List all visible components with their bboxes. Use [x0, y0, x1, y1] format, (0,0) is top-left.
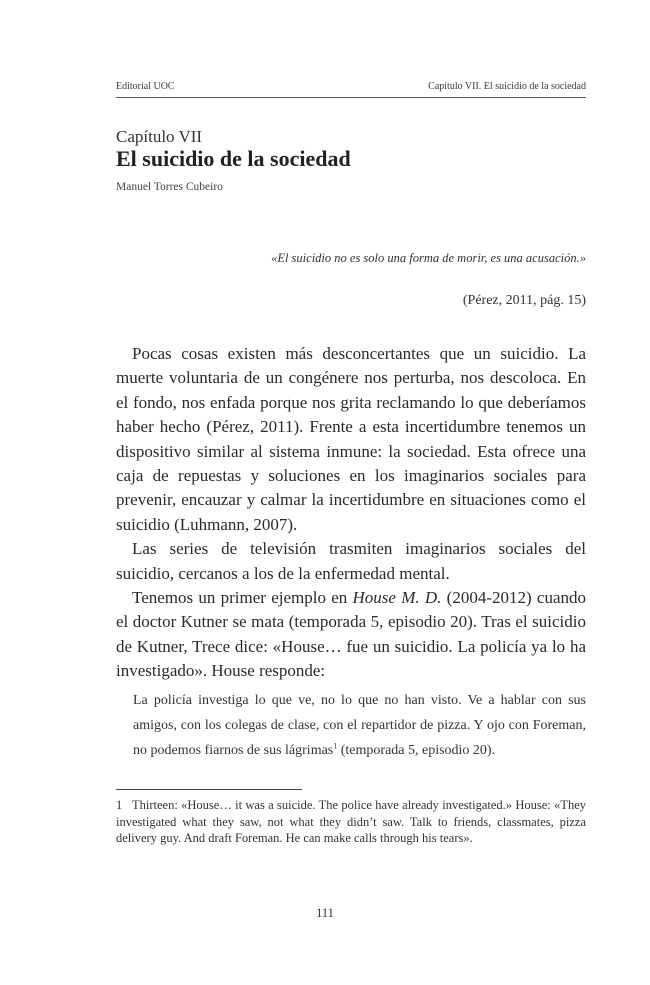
- footnote: [116, 797, 586, 847]
- show-title: House M. D.: [352, 588, 442, 608]
- paragraph-3-end: (2004-2012) cuando el doctor Kutner se mata (temporada 5, episodio 20). Tras el suicidio de Kutner, Trece dice: «House… fue un suicidio. La policía ya lo ha investigado». House responde:: [116, 588, 586, 681]
- chapter-title: El suicidio de la sociedad: [116, 146, 351, 171]
- running-header: [116, 81, 586, 97]
- paragraph-3-start: Tenemos un primer ejemplo en: [132, 588, 353, 608]
- chapter-label: Capítulo VII: [116, 127, 203, 146]
- author-name: Manuel Torres Cubeiro: [116, 181, 223, 193]
- footnote-rule: [116, 789, 302, 790]
- footnote-reference[interactable]: 1: [333, 741, 338, 751]
- header-rule: [116, 97, 586, 98]
- footnote-text: Thirteen: «House… it was a suicide. The police have already investigated.» House: «They investigated what they saw, not what they didn’t saw. Talk to friends, classmates, pizza delivery guy. And draft Foreman. He can make calls through his tears».: [116, 798, 586, 845]
- paragraph-1: Pocas cosas existen más desconcertantes que un suicidio. La muerte voluntaria de un congénere nos perturba, nos descoloca. En el fondo, nos enfada porque nos grita reclamando lo que deberíamos haber hecho (Pérez, 2011). Frente a esta incertidumbre tenemos un dispositivo similar al sistema inmune: la sociedad. Esta ofrece una caja de repuestas y soluciones en los imaginarios sociales para prevenir, encauzar y calmar la incertidumbre en situaciones como el suicidio (Luhmann, 2007).: [116, 344, 586, 534]
- block-quote-text: La policía investiga lo que ve, no lo que no han visto. Ve a hablar con sus amigos, con los colegas de clase, con el repartidor de pizza. Y ojo con Foreman, no podemos fiarnos de sus lágrimas: [133, 693, 586, 758]
- publisher-label: Editorial UOC: [116, 81, 175, 92]
- paragraph-3: [116, 586, 586, 684]
- chapter-running-title: Capítulo VII. El suicidio de la sociedad: [428, 81, 586, 92]
- footnote-number: 1: [116, 798, 123, 812]
- block-quote-tail: (temporada 5, episodio 20).: [337, 743, 496, 758]
- page-number: 111: [316, 906, 334, 920]
- paragraph-2: Las series de televisión trasmiten imaginarios sociales del suicidio, cercanos a los de la enfermedad mental.: [116, 539, 586, 583]
- epigraph-quote: «El suicidio no es solo una forma de morir, es una acusación.»: [271, 251, 586, 265]
- epigraph-source: (Pérez, 2011, pág. 15): [462, 293, 586, 308]
- body-text: [116, 342, 586, 684]
- block-quote: [133, 688, 586, 763]
